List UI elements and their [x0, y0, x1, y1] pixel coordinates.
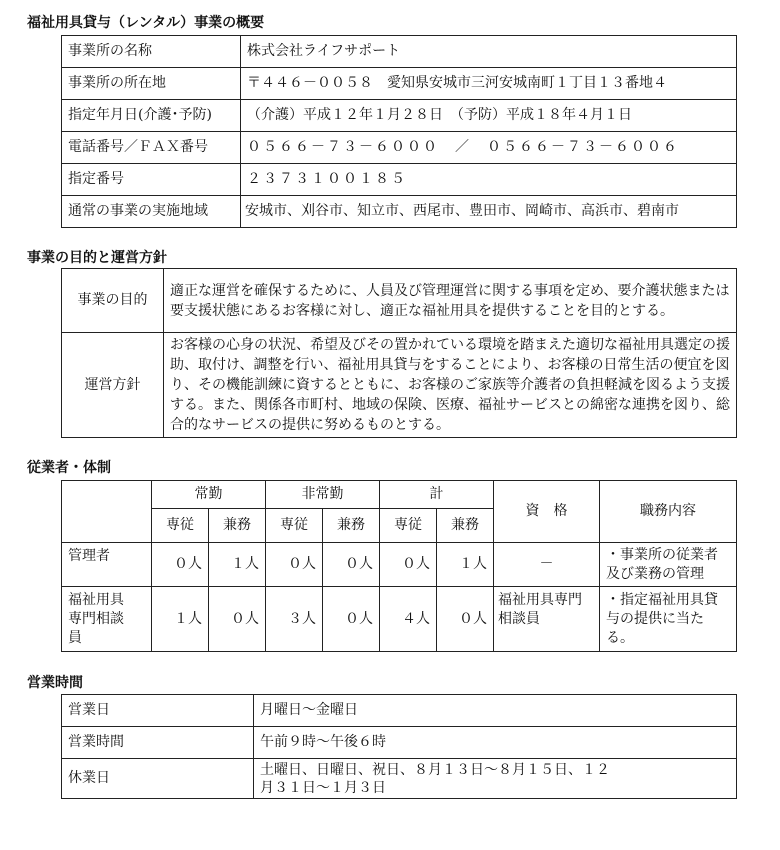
office-name-label: 事業所の名称: [62, 36, 241, 68]
count-cell: ０人: [152, 543, 209, 587]
address-value: 〒４４６－００５８ 愛知県安城市三河安城南町１丁目１３番地４: [241, 68, 737, 100]
count-cell: １人: [209, 543, 266, 587]
table-row: [62, 269, 737, 333]
table-row: [62, 695, 737, 727]
overview-title: 福祉用具貸与（レンタル）事業の概要: [27, 15, 265, 31]
designation-number-value: ２３７３１００１８５: [241, 164, 737, 196]
duty-header: 職務内容: [600, 481, 737, 543]
table-row: [62, 333, 737, 438]
staff-title: 従業者・体制: [27, 460, 111, 476]
count-cell: ０人: [380, 543, 437, 587]
business-days-value: 月曜日～金曜日: [254, 695, 737, 727]
table-row: [62, 132, 737, 164]
holidays-value: 土曜日、日曜日、祝日、８月１３日～８月１５日、１２月３１日～１月３日: [254, 759, 737, 799]
hours-table: [61, 694, 737, 799]
service-area-value: 安城市、刈谷市、知立市、西尾市、豊田市、岡崎市、高浜市、碧南市: [241, 196, 737, 228]
service-area-label: 通常の事業の実施地域: [62, 196, 241, 228]
duty-cell: ・事業所の従業者及び業務の管理: [600, 543, 737, 587]
table-row: [62, 196, 737, 228]
table-row: [62, 164, 737, 196]
business-hours-label: 営業時間: [62, 727, 254, 759]
count-cell: ０人: [437, 587, 494, 652]
staff-table: [61, 480, 737, 652]
table-row: [62, 543, 737, 587]
table-row: [62, 481, 737, 509]
count-cell: ０人: [266, 543, 323, 587]
total-concurrent-header: 兼務: [437, 509, 494, 543]
designation-number-label: 指定番号: [62, 164, 241, 196]
phone-fax-label: 電話番号／ＦＡＸ番号: [62, 132, 241, 164]
table-row: [62, 68, 737, 100]
table-row: [62, 36, 737, 68]
total-dedicated-header: 専従: [380, 509, 437, 543]
count-cell: ０人: [209, 587, 266, 652]
holidays-label: 休業日: [62, 759, 254, 799]
policy-value: お客様の心身の状況、希望及びその置かれている環境を踏まえた適切な福祉用具選定の援助、取付け、調整を行い、福祉用具貸与をすることにより、お客様の日常生活の便宜を図り、その機能訓練に資するとともに、お客様のご家族等介護者の負担軽減を図るよう支援する。また、関係各市町村、地域の保険、医療、福祉サービスとの綿密な連携を図り、総合的なサービスの提供に努めるものとする。: [164, 333, 737, 438]
duty-cell: ・指定福祉用具貸与の提供に当たる。: [600, 587, 737, 652]
purpose-label: 事業の目的: [62, 269, 164, 333]
count-cell: ０人: [323, 587, 380, 652]
designation-date-value: （介護）平成１２年１月２８日 （予防）平成１８年４月１日: [241, 100, 737, 132]
office-name-value: 株式会社ライフサポート: [241, 36, 737, 68]
policy-label: 運営方針: [62, 333, 164, 438]
role-manager: 管理者: [62, 543, 152, 587]
table-row: [62, 587, 737, 652]
count-cell: ４人: [380, 587, 437, 652]
purpose-value: 適正な運営を確保するために、人員及び管理運営に関する事項を定め、要介護状態または要支援状態にあるお客様に対し、適正な福祉用具を提供することを目的とする。: [164, 269, 737, 333]
table-row: [62, 100, 737, 132]
business-hours-value: 午前９時～午後６時: [254, 727, 737, 759]
business-days-label: 営業日: [62, 695, 254, 727]
fulltime-dedicated-header: 専従: [152, 509, 209, 543]
table-row: [62, 759, 737, 799]
count-cell: ３人: [266, 587, 323, 652]
purpose-table: [61, 268, 737, 438]
qualification-cell: 福祉用具専門相談員: [494, 587, 600, 652]
staff-corner-cell: [62, 481, 152, 543]
qualification-header: 資 格: [494, 481, 600, 543]
overview-table: [61, 35, 737, 228]
qualification-cell: －: [494, 543, 600, 587]
designation-date-label: 指定年月日(介護･予防): [62, 100, 241, 132]
count-cell: １人: [152, 587, 209, 652]
parttime-header: 非常勤: [266, 481, 380, 509]
purpose-title: 事業の目的と運営方針: [27, 250, 167, 266]
parttime-concurrent-header: 兼務: [323, 509, 380, 543]
total-header: 計: [380, 481, 494, 509]
phone-fax-value: ０５６６－７３－６０００ ／ ０５６６－７３－６００６: [241, 132, 737, 164]
parttime-dedicated-header: 専従: [266, 509, 323, 543]
address-label: 事業所の所在地: [62, 68, 241, 100]
role-consultant: 福祉用具専門相談員: [62, 587, 152, 652]
hours-title: 営業時間: [27, 675, 83, 691]
table-row: [62, 727, 737, 759]
count-cell: ０人: [323, 543, 380, 587]
fulltime-header: 常勤: [152, 481, 266, 509]
count-cell: １人: [437, 543, 494, 587]
fulltime-concurrent-header: 兼務: [209, 509, 266, 543]
